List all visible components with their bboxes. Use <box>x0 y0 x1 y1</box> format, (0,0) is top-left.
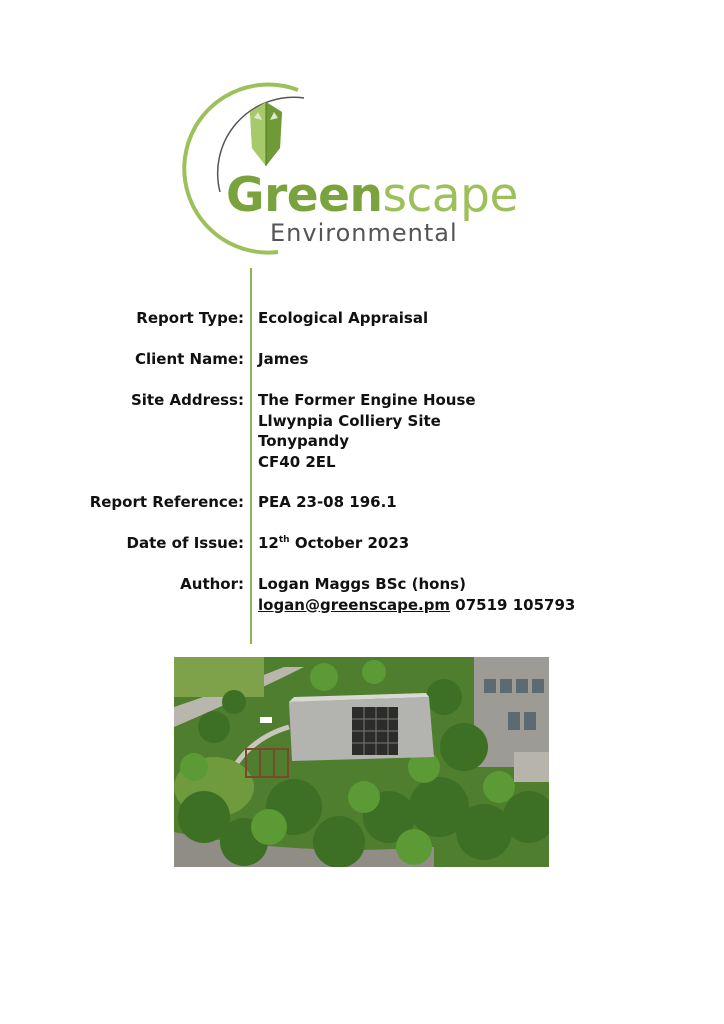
report-type-label: Report Type: <box>136 309 244 327</box>
client-name-value: James <box>258 350 309 368</box>
bat-icon <box>250 102 282 166</box>
brand-name-part2: scape <box>382 168 518 223</box>
date-of-issue-value <box>258 533 409 554</box>
date-suffix: th <box>278 535 290 545</box>
author-value <box>258 574 575 615</box>
site-address-line: CF40 2EL <box>258 452 336 471</box>
brand-subtitle: Environmental <box>270 219 458 247</box>
site-address-line: Tonypandy <box>258 432 350 450</box>
author-contact <box>258 595 575 616</box>
report-reference-value: PEA 23-08 196.1 <box>258 493 397 511</box>
brand-name-part1: Green <box>226 168 383 223</box>
report-reference-label: Report Reference: <box>89 493 244 511</box>
author-label: Author: <box>180 575 244 593</box>
site-address-label: Site Address: <box>130 391 244 409</box>
aerial-photo-graphic <box>174 657 549 867</box>
date-rest: October 2023 <box>289 534 410 552</box>
aerial-site-photo <box>174 657 549 867</box>
site-address-value <box>258 390 476 472</box>
vertical-divider <box>250 268 252 644</box>
report-type-value: Ecological Appraisal <box>258 309 429 327</box>
author-name: Logan Maggs BSc (hons) <box>258 575 466 593</box>
site-address-line: Llwynpia Colliery Site <box>258 411 441 430</box>
client-name-label: Client Name: <box>134 350 244 368</box>
date-of-issue-label: Date of Issue: <box>126 534 244 552</box>
site-address-line: The Former Engine House <box>258 391 476 409</box>
author-email-link[interactable]: logan@greenscape.pm <box>258 595 451 614</box>
brand-name <box>226 168 518 223</box>
date-day: 12 <box>258 534 279 552</box>
author-phone: 07519 105793 <box>450 595 576 614</box>
